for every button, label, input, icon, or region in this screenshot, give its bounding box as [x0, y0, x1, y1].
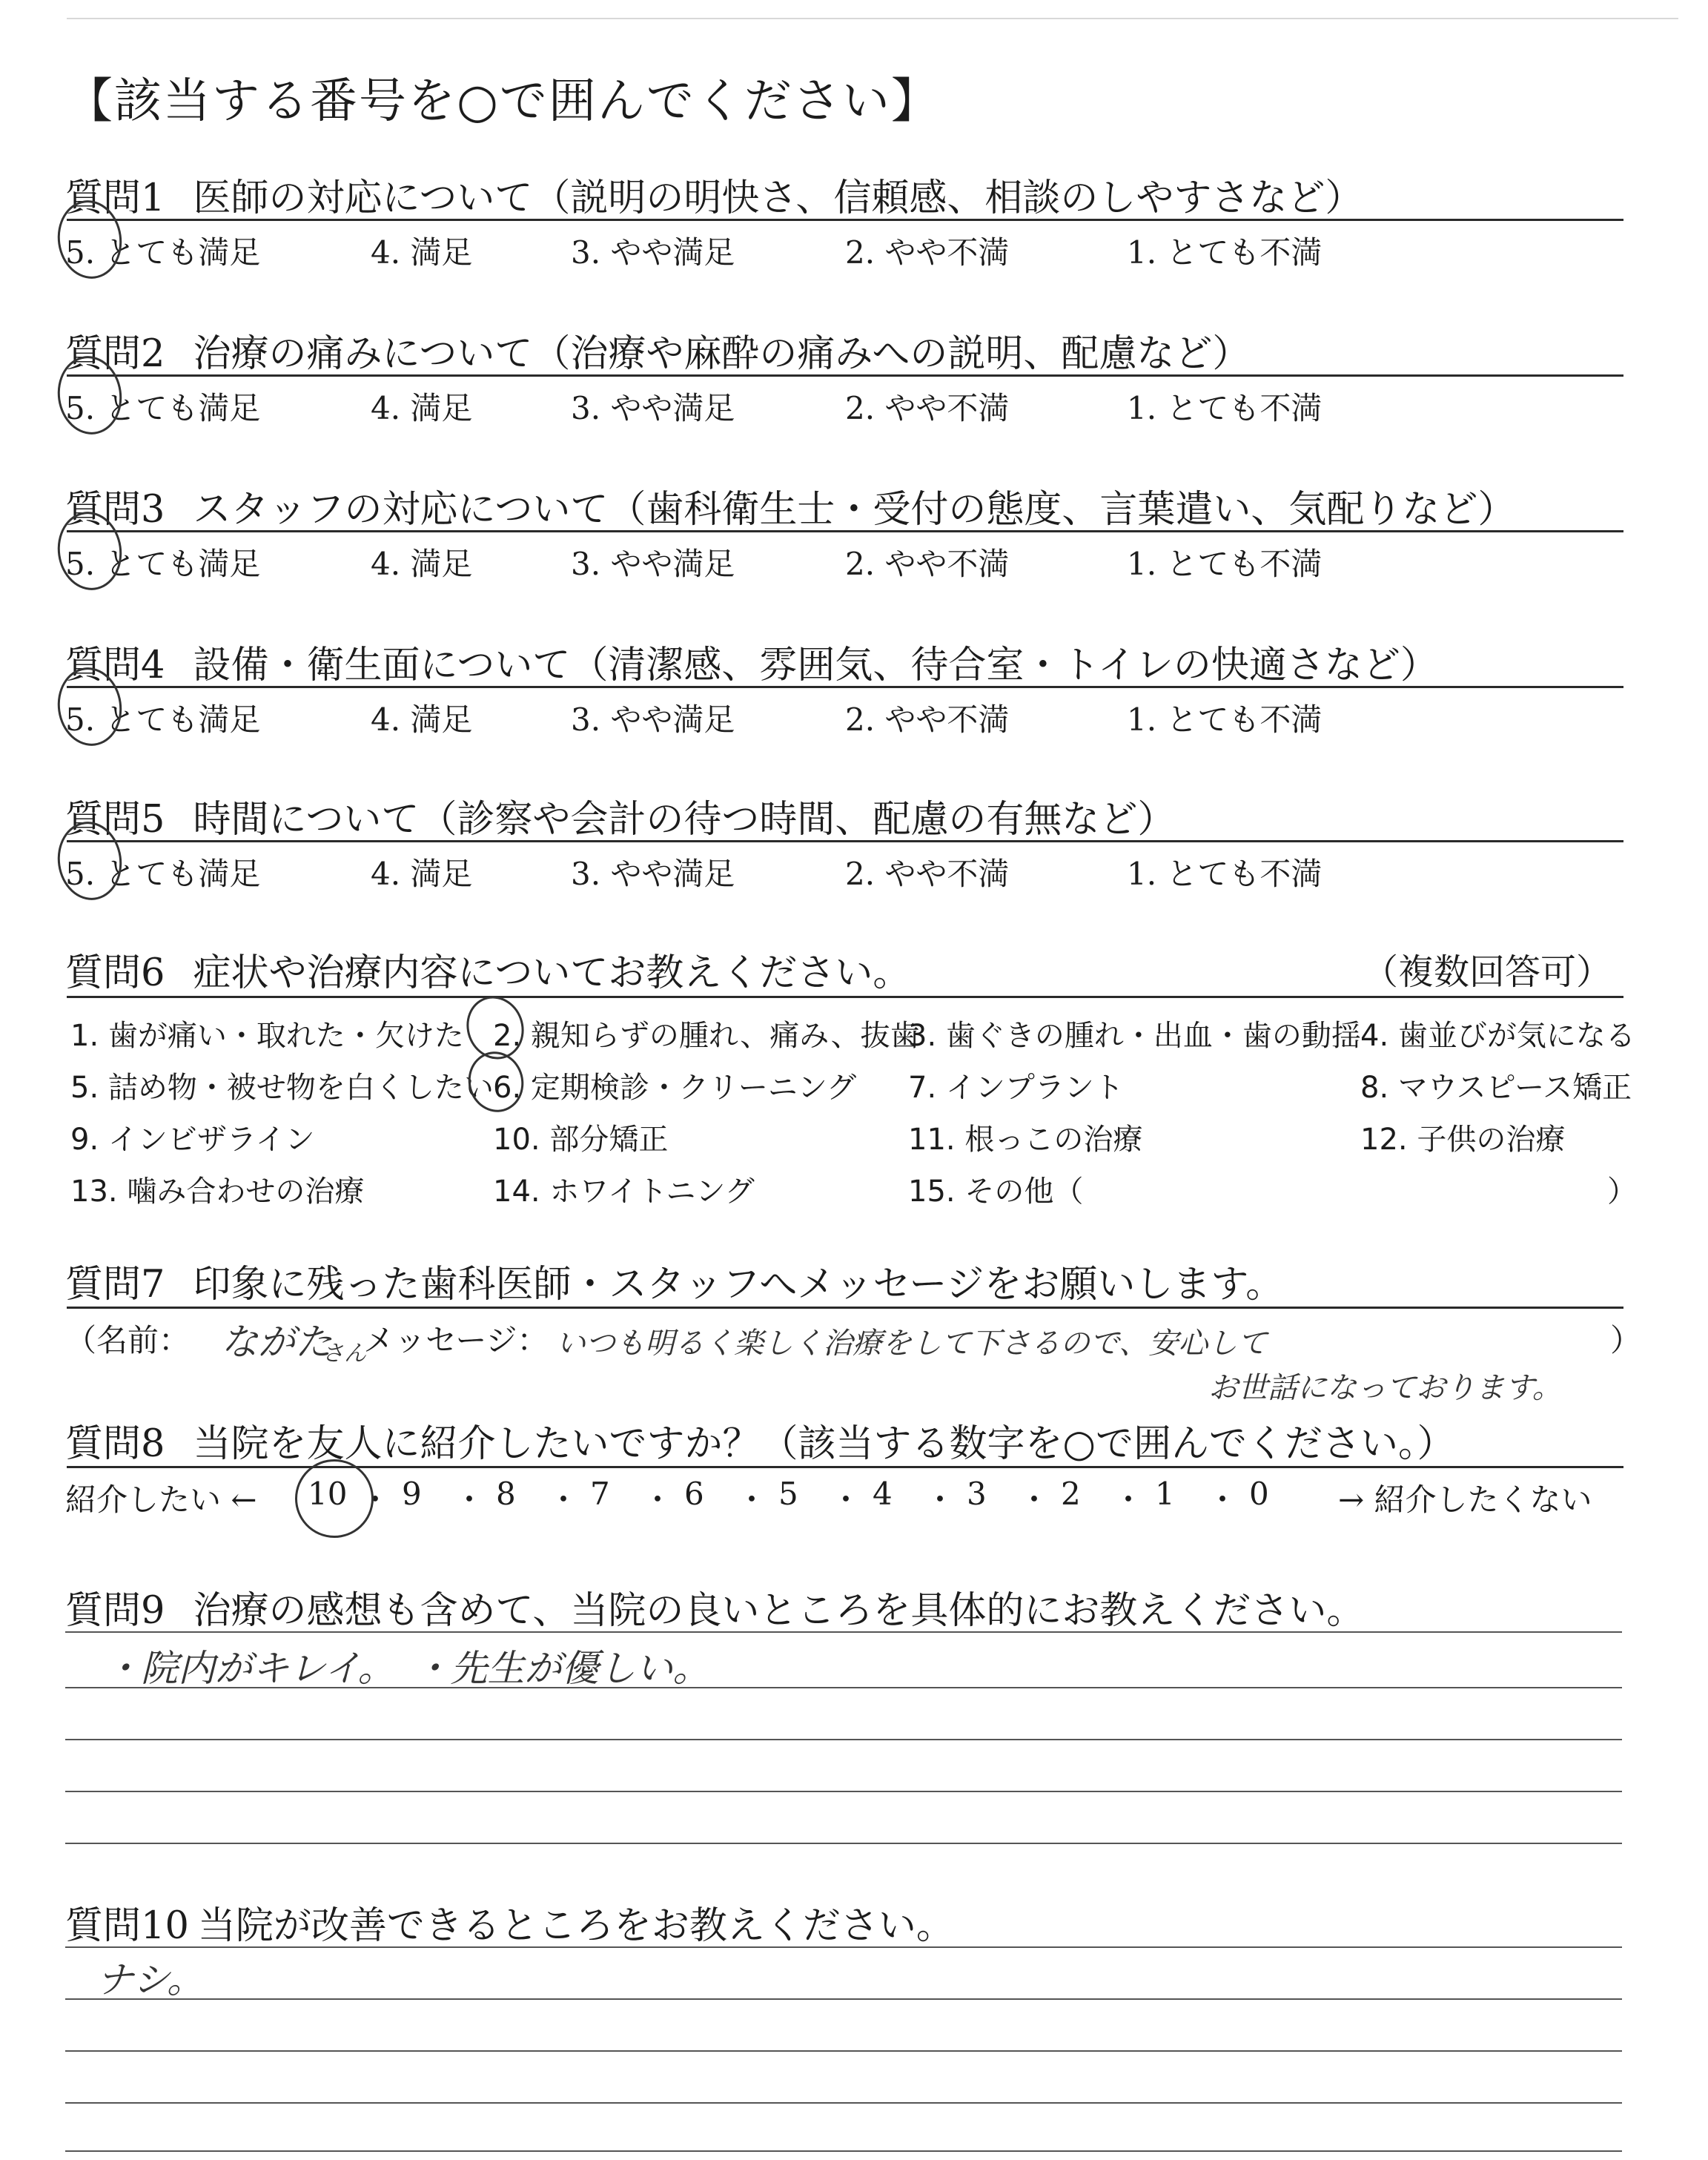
q9-line	[65, 1687, 1622, 1688]
q9-line	[65, 1631, 1622, 1633]
q6-heading	[65, 942, 910, 997]
q8-scale-value[interactable]: 1	[1155, 1476, 1175, 1512]
q7-name-value: ながた	[221, 1321, 332, 1364]
q1-heading	[65, 167, 1363, 222]
q8-rule	[67, 1466, 1623, 1468]
q4-option[interactable]: 5. とても満足	[65, 701, 261, 738]
q1-number: 質問1	[65, 176, 165, 220]
q7-rule	[67, 1307, 1623, 1309]
q10-heading	[65, 1895, 954, 1949]
q10-number: 質問10	[65, 1904, 189, 1948]
q6-option[interactable]: 14. ホワイトニング	[493, 1175, 755, 1209]
q2-option[interactable]: 4. 満足	[371, 390, 473, 426]
q1-option[interactable]: 3. やや満足	[571, 234, 735, 271]
q5-option[interactable]: 4. 満足	[371, 856, 473, 892]
q8-scale-separator: ・	[736, 1482, 768, 1518]
q6-option[interactable]: 11. 根っこの治療	[908, 1123, 1143, 1157]
q10-answer: ナシ。	[96, 1958, 204, 2001]
q7-close-paren: ）	[1610, 1322, 1642, 1358]
page-top-edge	[67, 18, 1678, 19]
page-title: 【該当する番号を○で囲んでください】	[65, 74, 940, 129]
q8-scale-value[interactable]: 4	[873, 1476, 893, 1512]
q4-rule	[67, 686, 1623, 688]
q9-line	[65, 1739, 1622, 1740]
q5-number: 質問5	[65, 798, 165, 842]
q2-option[interactable]: 1. とても不満	[1127, 390, 1323, 426]
q6-option[interactable]: 1. 歯が痛い・取れた・欠けた	[70, 1019, 464, 1053]
q8-scale-value[interactable]: 0	[1249, 1476, 1269, 1512]
q6-number: 質問6	[65, 951, 165, 995]
q10-text: 当院が改善できるところをお教えください。	[197, 1904, 954, 1948]
q2-text: 治療の痛みについて（治療や麻酔の痛みへの説明、配慮など）	[193, 332, 1251, 376]
q7-name-label: （名前：	[65, 1322, 191, 1358]
q8-scale-value[interactable]: 8	[496, 1476, 516, 1512]
q4-number: 質問4	[65, 644, 165, 687]
q8-heading	[65, 1413, 1454, 1467]
q9-line	[65, 1843, 1622, 1844]
q9-text: 治療の感想も含めて、当院の良いところを具体的にお教えください。	[193, 1589, 1365, 1633]
q10-line	[65, 2150, 1622, 2152]
q6-option[interactable]: 4. 歯並びが気になる	[1360, 1019, 1635, 1053]
q6-option[interactable]: 15. その他（	[908, 1175, 1084, 1209]
q3-option[interactable]: 3. やや満足	[571, 546, 735, 582]
q9-number: 質問9	[65, 1589, 165, 1633]
q6-option[interactable]: 5. 詰め物・被せ物を白くしたい	[70, 1071, 494, 1105]
q7-message-line2: お世話になっております。	[1208, 1371, 1562, 1405]
q8-scale-separator: ・	[1113, 1482, 1145, 1518]
q8-scale-value[interactable]: 10	[308, 1476, 348, 1512]
q1-rule	[67, 219, 1623, 221]
q5-option[interactable]: 2. やや不満	[845, 856, 1010, 892]
q8-scale-value[interactable]: 9	[402, 1476, 422, 1512]
q5-option[interactable]: 5. とても満足	[65, 856, 261, 892]
q6-other-close: ）	[1607, 1175, 1637, 1209]
q5-option[interactable]: 3. やや満足	[571, 856, 735, 892]
q8-scale-value[interactable]: 3	[967, 1476, 987, 1512]
q1-option[interactable]: 5. とても満足	[65, 234, 261, 271]
q8-scale-separator: ・	[360, 1482, 391, 1518]
q3-rule	[67, 530, 1623, 532]
q5-heading	[65, 788, 1175, 843]
q2-number: 質問2	[65, 332, 165, 376]
q1-text: 医師の対応について（説明の明快さ、信頼感、相談のしやすさなど）	[193, 176, 1363, 220]
q1-option[interactable]: 2. やや不満	[845, 234, 1010, 271]
q10-line	[65, 2050, 1622, 2052]
q6-option[interactable]: 9. インビザライン	[70, 1123, 315, 1157]
q4-text: 設備・衛生面について（清潔感、雰囲気、待合室・トイレの快適さなど）	[193, 644, 1438, 687]
q3-option[interactable]: 1. とても不満	[1127, 546, 1323, 582]
q3-text: スタッフの対応について（歯科衛生士・受付の態度、言葉遣い、気配りなど）	[193, 488, 1516, 532]
q6-option[interactable]: 2. 親知らずの腫れ、痛み、抜歯	[493, 1019, 920, 1053]
q2-option[interactable]: 5. とても満足	[65, 390, 261, 426]
q6-option[interactable]: 12. 子供の治療	[1360, 1123, 1566, 1157]
q1-option[interactable]: 1. とても不満	[1127, 234, 1323, 271]
q6-option[interactable]: 6. 定期検診・クリーニング	[493, 1071, 857, 1105]
q7-heading	[65, 1253, 1283, 1308]
q7-message-label: メッセージ：	[363, 1322, 549, 1358]
q1-option[interactable]: 4. 満足	[371, 234, 473, 271]
q9-line	[65, 1791, 1622, 1792]
q3-number: 質問3	[65, 488, 165, 532]
q3-heading	[65, 478, 1515, 533]
q3-option[interactable]: 4. 満足	[371, 546, 473, 582]
q9-heading	[65, 1579, 1364, 1634]
q9-answer: ・院内がキレイ。 ・先生が優しい。	[104, 1647, 710, 1690]
q8-scale-separator: ・	[1207, 1482, 1239, 1518]
q8-scale-value[interactable]: 7	[590, 1476, 610, 1512]
q6-text: 症状や治療内容についてお教えください。	[193, 951, 911, 995]
q4-heading	[65, 634, 1438, 689]
q3-option[interactable]: 5. とても満足	[65, 546, 261, 582]
q8-scale-separator: ・	[642, 1482, 674, 1518]
q8-scale-value[interactable]: 5	[778, 1476, 798, 1512]
q8-text: 当院を友人に紹介したいですか？（該当する数字を○で囲んでください。）	[193, 1422, 1455, 1466]
q6-answer-circle-6	[462, 1046, 531, 1118]
q8-left-label: 紹介したい ←	[65, 1482, 257, 1518]
q5-rule	[67, 840, 1623, 842]
q2-heading	[65, 323, 1250, 377]
q2-option[interactable]: 2. やや不満	[845, 390, 1010, 426]
q7-text: 印象に残った歯科医師・スタッフへメッセージをお願いします。	[193, 1263, 1284, 1307]
q2-option[interactable]: 3. やや満足	[571, 390, 735, 426]
q8-scale-value[interactable]: 2	[1061, 1476, 1081, 1512]
q8-right-label: → 紹介したくない	[1338, 1482, 1592, 1518]
q10-line	[65, 1946, 1622, 1948]
q7-number: 質問7	[65, 1263, 165, 1307]
q6-option[interactable]: 8. マウスピース矯正	[1360, 1071, 1632, 1105]
q6-option[interactable]: 3. 歯ぐきの腫れ・出血・歯の動揺	[908, 1019, 1361, 1053]
q2-rule	[67, 374, 1623, 377]
q7-name-suffix: さん	[322, 1341, 366, 1367]
q6-rule	[67, 996, 1623, 998]
q7-message-line1: いつも明るく楽しく治療をして下さるので、安心して	[556, 1327, 1268, 1361]
q5-option[interactable]: 1. とても不満	[1127, 856, 1323, 892]
q6-option[interactable]: 7. インプラント	[908, 1071, 1124, 1105]
q8-number: 質問8	[65, 1422, 165, 1466]
q10-line	[65, 2102, 1622, 2104]
q8-scale-value[interactable]: 6	[684, 1476, 704, 1512]
q8-scale-separator: ・	[924, 1482, 956, 1518]
q6-option[interactable]: 10. 部分矯正	[493, 1123, 669, 1157]
q6-option[interactable]: 13. 噛み合わせの治療	[70, 1175, 365, 1209]
q4-option[interactable]: 1. とても不満	[1127, 701, 1323, 738]
q8-scale-separator: ・	[830, 1482, 862, 1518]
q3-option[interactable]: 2. やや不満	[845, 546, 1010, 582]
q4-option[interactable]: 4. 満足	[371, 701, 473, 738]
q5-text: 時間について（診察や会計の待つ時間、配慮の有無など）	[193, 798, 1176, 842]
q4-option[interactable]: 2. やや不満	[845, 701, 1010, 738]
q8-scale-separator: ・	[1019, 1482, 1050, 1518]
q8-scale-separator: ・	[454, 1482, 486, 1518]
q10-line	[65, 1998, 1622, 2000]
q8-scale-separator: ・	[548, 1482, 580, 1518]
q4-option[interactable]: 3. やや満足	[571, 701, 735, 738]
q6-note: （複数回答可）	[1363, 951, 1612, 993]
